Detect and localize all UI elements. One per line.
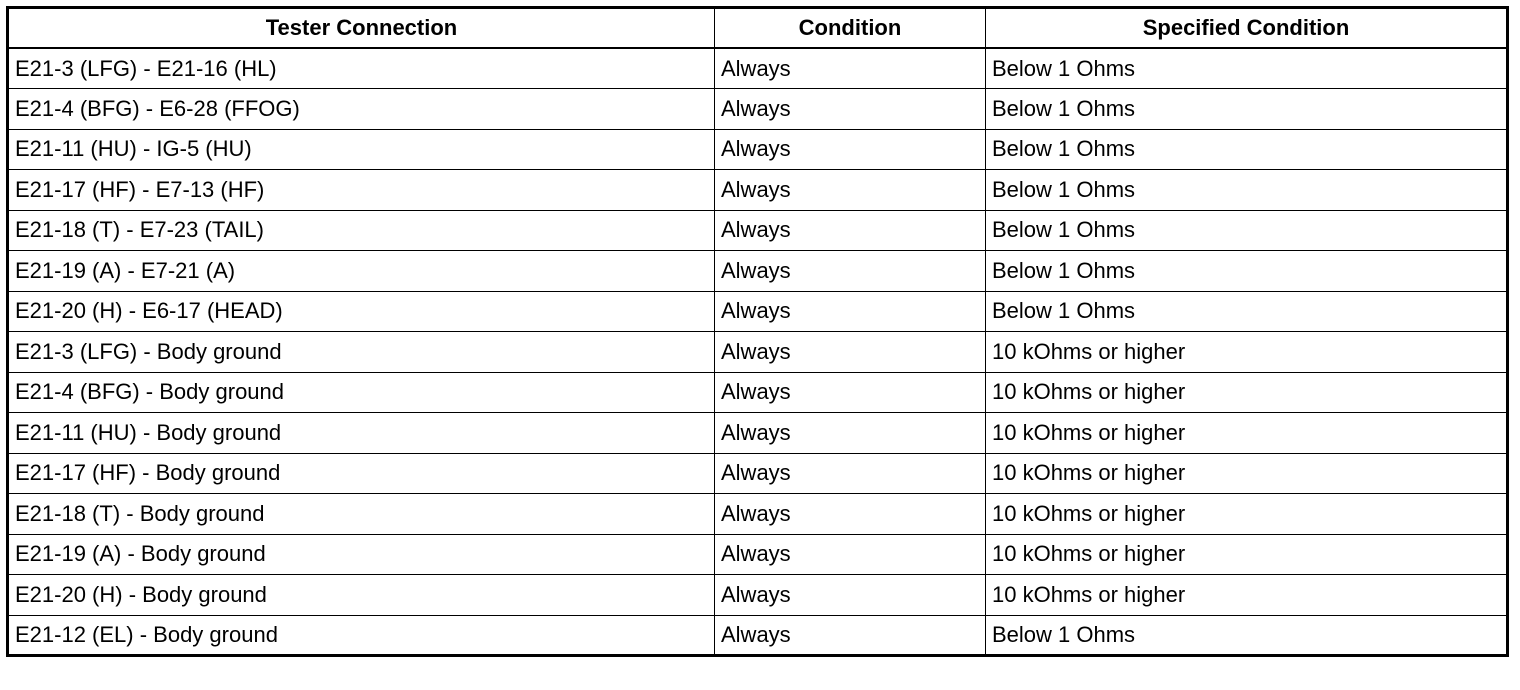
cell-condition: Always xyxy=(715,575,986,616)
cell-condition: Always xyxy=(715,48,986,89)
cell-specified-condition: Below 1 Ohms xyxy=(986,210,1508,251)
table-header-row xyxy=(8,8,1508,49)
cell-tester-connection: E21-19 (A) - Body ground xyxy=(8,534,715,575)
table-row xyxy=(8,332,1508,373)
cell-tester-connection: E21-4 (BFG) - E6-28 (FFOG) xyxy=(8,89,715,130)
cell-specified-condition: 10 kOhms or higher xyxy=(986,332,1508,373)
cell-specified-condition: 10 kOhms or higher xyxy=(986,453,1508,494)
cell-specified-condition: 10 kOhms or higher xyxy=(986,494,1508,535)
cell-condition: Always xyxy=(715,413,986,454)
cell-specified-condition: 10 kOhms or higher xyxy=(986,534,1508,575)
header-tester-connection: Tester Connection xyxy=(8,8,715,49)
cell-tester-connection: E21-18 (T) - Body ground xyxy=(8,494,715,535)
cell-specified-condition: Below 1 Ohms xyxy=(986,170,1508,211)
cell-tester-connection: E21-3 (LFG) - E21-16 (HL) xyxy=(8,48,715,89)
cell-condition: Always xyxy=(715,291,986,332)
cell-condition: Always xyxy=(715,332,986,373)
resistance-check-table xyxy=(6,6,1509,657)
table-row xyxy=(8,534,1508,575)
cell-condition: Always xyxy=(715,170,986,211)
cell-specified-condition: Below 1 Ohms xyxy=(986,615,1508,656)
cell-condition: Always xyxy=(715,89,986,130)
cell-specified-condition: 10 kOhms or higher xyxy=(986,575,1508,616)
cell-condition: Always xyxy=(715,615,986,656)
table-row xyxy=(8,494,1508,535)
table-row xyxy=(8,291,1508,332)
cell-tester-connection: E21-20 (H) - E6-17 (HEAD) xyxy=(8,291,715,332)
table-row xyxy=(8,170,1508,211)
table-row xyxy=(8,89,1508,130)
table-row xyxy=(8,48,1508,89)
resistance-table-container xyxy=(6,6,1506,657)
cell-condition: Always xyxy=(715,210,986,251)
cell-condition: Always xyxy=(715,453,986,494)
cell-tester-connection: E21-19 (A) - E7-21 (A) xyxy=(8,251,715,292)
cell-condition: Always xyxy=(715,129,986,170)
table-row xyxy=(8,453,1508,494)
cell-specified-condition: 10 kOhms or higher xyxy=(986,372,1508,413)
cell-specified-condition: Below 1 Ohms xyxy=(986,48,1508,89)
table-row xyxy=(8,615,1508,656)
cell-tester-connection: E21-18 (T) - E7-23 (TAIL) xyxy=(8,210,715,251)
cell-tester-connection: E21-3 (LFG) - Body ground xyxy=(8,332,715,373)
cell-condition: Always xyxy=(715,494,986,535)
cell-tester-connection: E21-4 (BFG) - Body ground xyxy=(8,372,715,413)
cell-condition: Always xyxy=(715,534,986,575)
table-row xyxy=(8,129,1508,170)
table-row xyxy=(8,575,1508,616)
header-condition: Condition xyxy=(715,8,986,49)
cell-condition: Always xyxy=(715,251,986,292)
table-row xyxy=(8,413,1508,454)
cell-tester-connection: E21-11 (HU) - IG-5 (HU) xyxy=(8,129,715,170)
table-row xyxy=(8,210,1508,251)
header-specified-condition: Specified Condition xyxy=(986,8,1508,49)
cell-tester-connection: E21-17 (HF) - E7-13 (HF) xyxy=(8,170,715,211)
table-row xyxy=(8,372,1508,413)
cell-tester-connection: E21-20 (H) - Body ground xyxy=(8,575,715,616)
cell-tester-connection: E21-17 (HF) - Body ground xyxy=(8,453,715,494)
cell-specified-condition: Below 1 Ohms xyxy=(986,291,1508,332)
cell-tester-connection: E21-11 (HU) - Body ground xyxy=(8,413,715,454)
cell-tester-connection: E21-12 (EL) - Body ground xyxy=(8,615,715,656)
cell-specified-condition: Below 1 Ohms xyxy=(986,129,1508,170)
cell-specified-condition: Below 1 Ohms xyxy=(986,251,1508,292)
cell-specified-condition: 10 kOhms or higher xyxy=(986,413,1508,454)
cell-specified-condition: Below 1 Ohms xyxy=(986,89,1508,130)
cell-condition: Always xyxy=(715,372,986,413)
table-row xyxy=(8,251,1508,292)
